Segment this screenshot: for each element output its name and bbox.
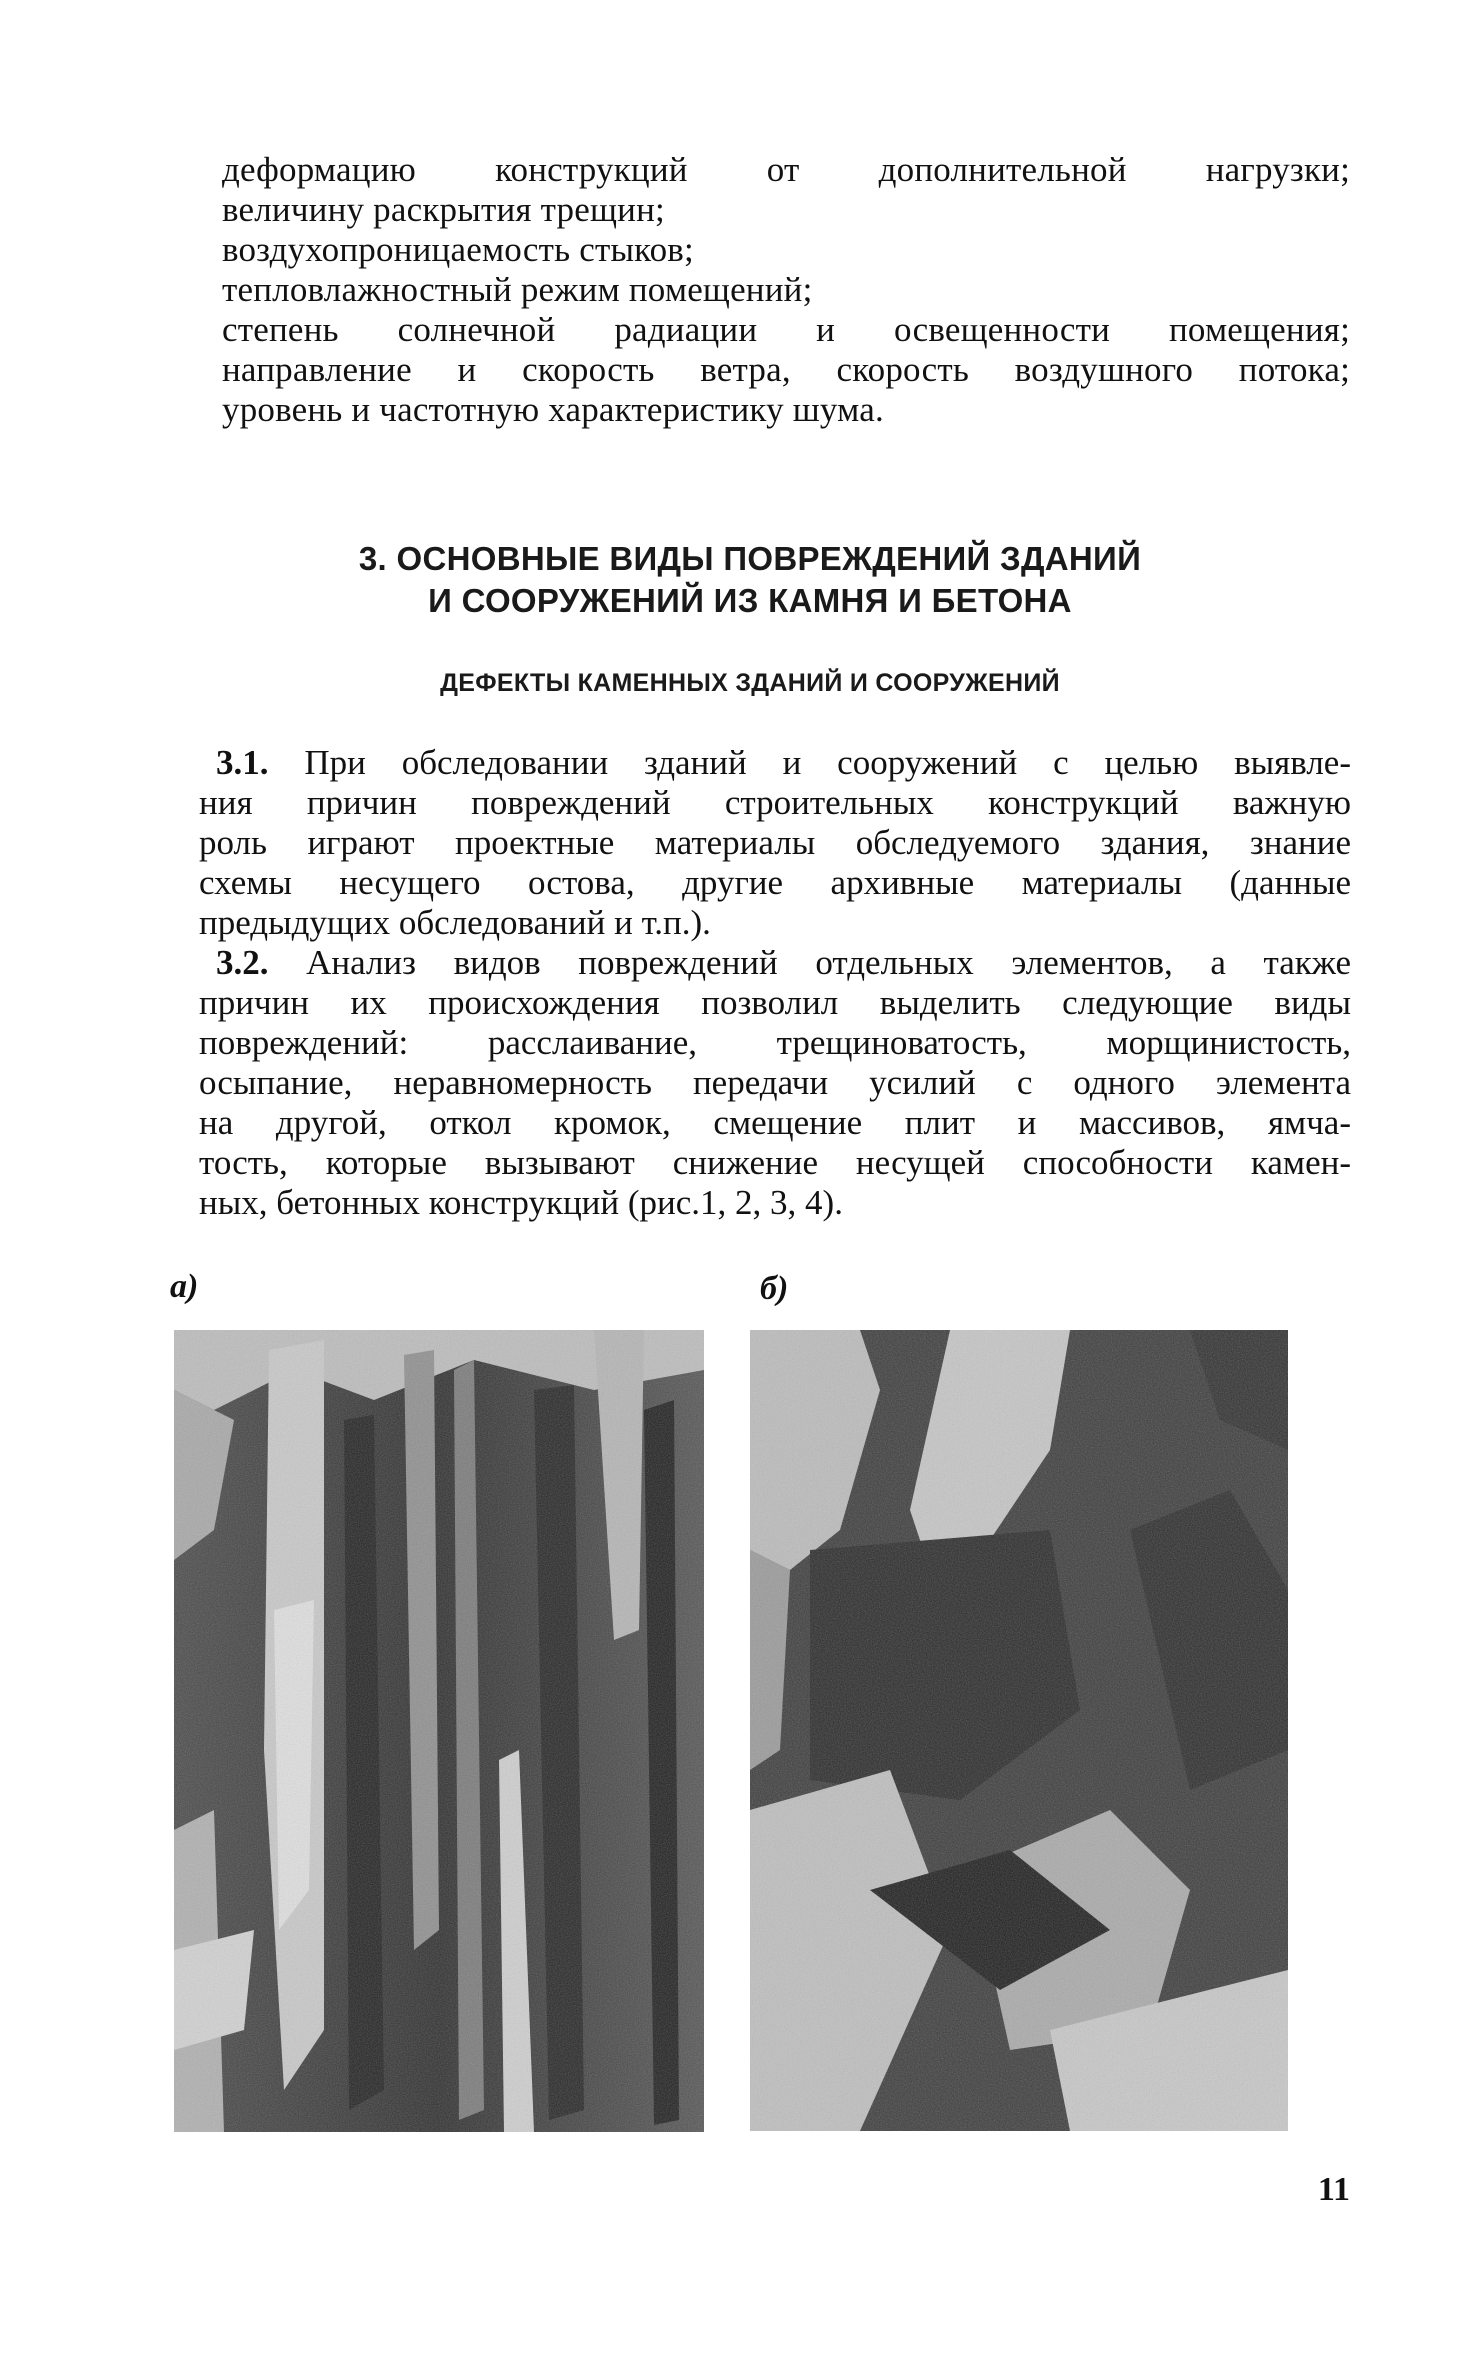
paragraph-text: При обследовании зданий и сооружений с целью выявле- (304, 743, 1351, 782)
paragraph-line: схемы несущего остова, другие архивные материалы (данные (199, 863, 1351, 902)
list-item: величину раскрытия трещин; (222, 190, 665, 229)
figure-label-a: а) (170, 1268, 199, 1305)
list-item: воздухопроницаемость стыков; (222, 230, 694, 269)
list-item: степень солнечной радиации и освещенности помещения; (222, 310, 1350, 349)
paragraph-line: предыдущих обследований и т.п.). (199, 903, 711, 942)
photo-a (174, 1330, 704, 2132)
paragraph-line (199, 943, 1351, 983)
measurement-list (222, 150, 1350, 430)
paragraph-line: причин их происхождения позволил выделить следующие виды (199, 983, 1351, 1022)
paragraph-line: роль играют проектные материалы обследуемого здания, знание (199, 823, 1351, 862)
paragraph-line: тость, которые вызывают снижение несущей способности камен- (199, 1143, 1351, 1182)
paragraph-line (199, 743, 1351, 783)
figure-label-b: б) (760, 1270, 789, 1307)
paragraph-line: на другой, откол кромок, смещение плит и массивов, ямча- (199, 1103, 1351, 1142)
paragraph-line: ния причин повреждений строительных конструкций важную (199, 783, 1351, 822)
paragraph-number: 3.1. (216, 743, 269, 782)
section-title-line-2: И СООРУЖЕНИЙ ИЗ КАМНЯ И БЕТОНА (428, 582, 1072, 619)
list-item: направление и скорость ветра, скорость воздушного потока; (222, 350, 1350, 389)
paragraph-text: Анализ видов повреждений отдельных элементов, а также (306, 943, 1352, 982)
page-number: 11 (1317, 2171, 1350, 2208)
photo-b (750, 1330, 1288, 2131)
paragraph-number: 3.2. (216, 943, 269, 982)
list-item: тепловлажностный режим помещений; (222, 270, 813, 309)
paragraph-line: осыпание, неравномерность передачи усилий с одного элемента (199, 1063, 1351, 1102)
paragraph-line: ных, бетонных конструкций (рис.1, 2, 3, 4). (199, 1183, 843, 1222)
photo-a-image (174, 1330, 704, 2132)
list-item: деформацию конструкций от дополнительной нагрузки; (222, 150, 1350, 189)
paragraph-3-2 (199, 943, 1351, 1223)
paragraph-line: повреждений: расслаивание, трещиноватость, морщинистость, (199, 1023, 1351, 1062)
section-title-line-1: 3. ОСНОВНЫЕ ВИДЫ ПОВРЕЖДЕНИЙ ЗДАНИЙ (358, 540, 1142, 577)
photo-b-image (750, 1330, 1288, 2131)
list-item: уровень и частотную характеристику шума. (222, 390, 884, 429)
paragraph-3-1 (199, 743, 1351, 943)
section-subtitle: ДЕФЕКТЫ КАМЕННЫХ ЗДАНИЙ И СООРУЖЕНИЙ (440, 669, 1060, 697)
